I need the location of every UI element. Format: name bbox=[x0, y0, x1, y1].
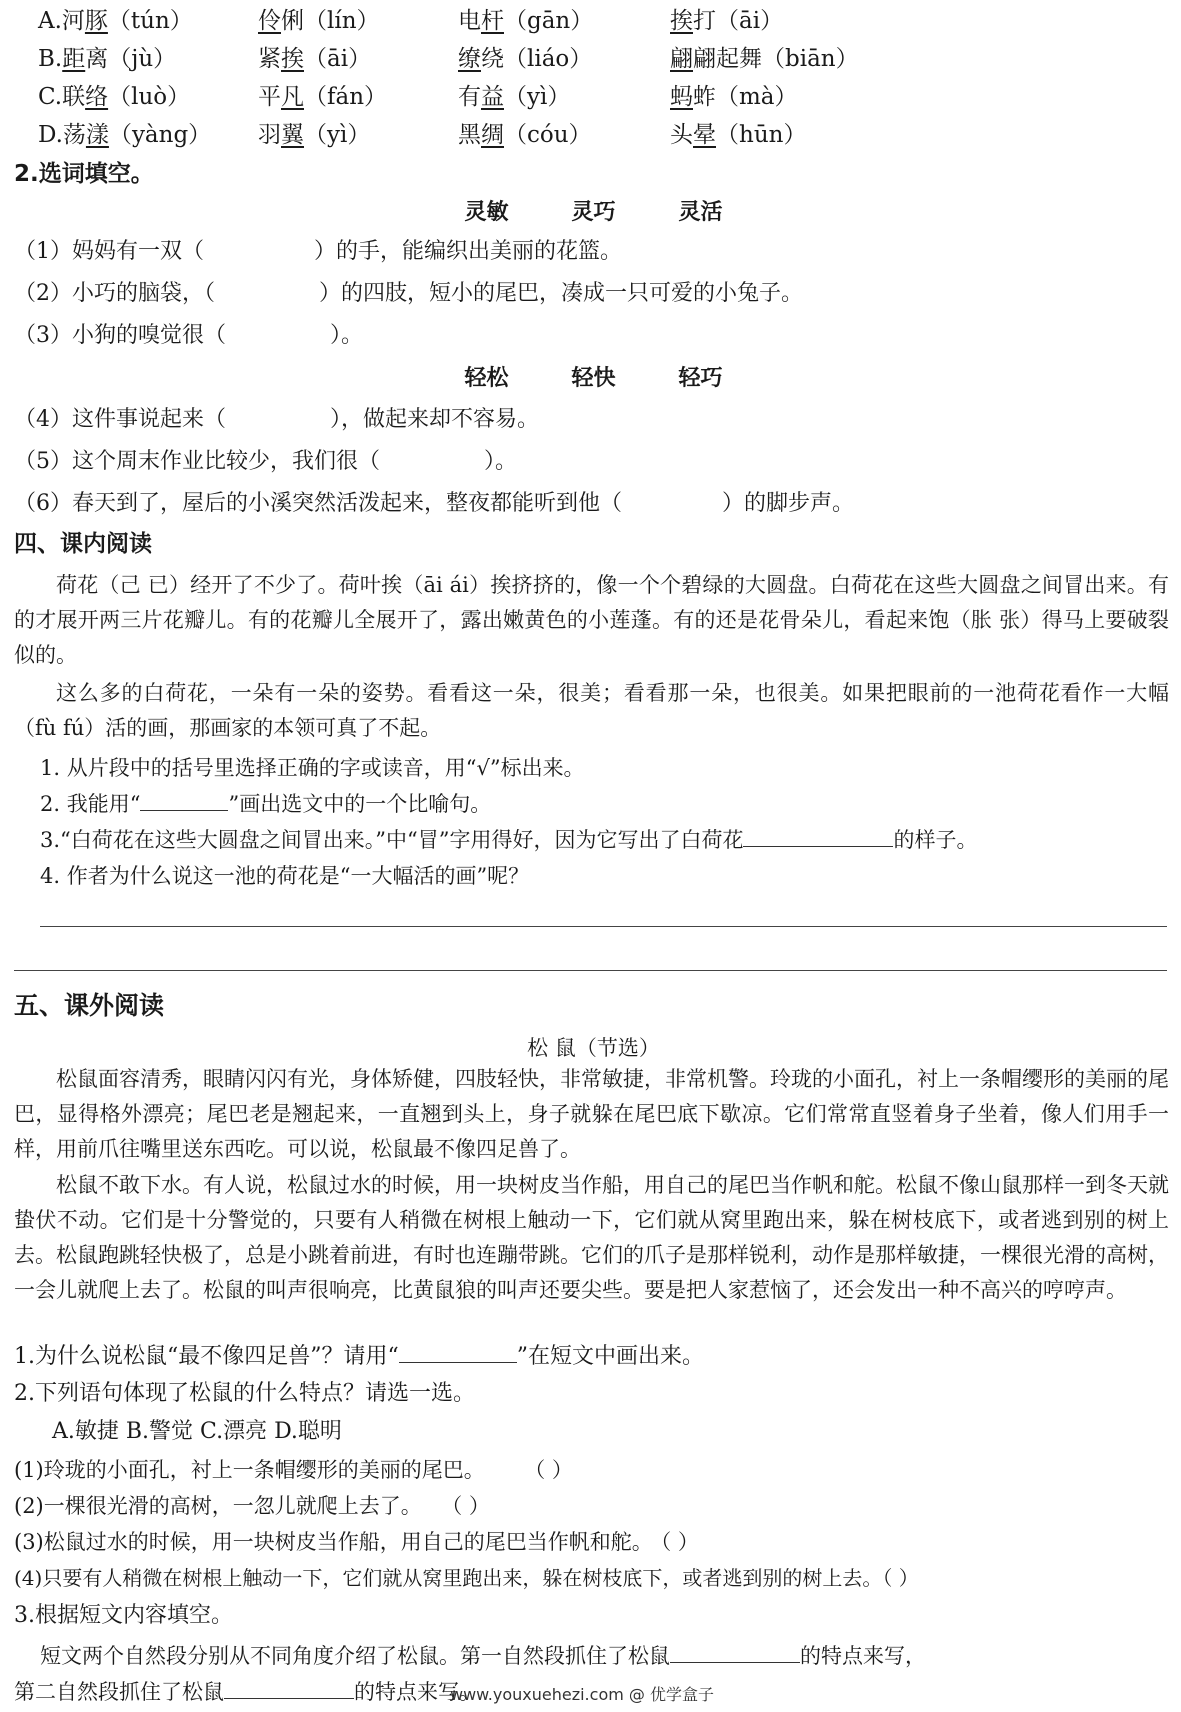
underlined-char: 漾 bbox=[85, 122, 109, 148]
underlined-char: 挨 bbox=[670, 8, 693, 34]
reading-passage-p1: 荷花（己 已）经开了不少了。荷叶挨（āi ái）挨挤挤的，像一个个碧绿的大圆盘。白荷花在这些大圆盘之间冒出来。有的才展开两三片花瓣儿。有的花瓣儿全展开了，露出嫩黄色的小莲蓬。有的还是花骨朵儿，看起来饱（胀 张）得马上要破裂似的。 bbox=[14, 573, 1169, 667]
word-6: 轻巧 bbox=[678, 365, 723, 391]
pinyin-option: D.荡漾（yàng） bbox=[38, 122, 212, 148]
answer-paren[interactable]: （ ） bbox=[534, 1458, 573, 1482]
sec4-question-1: 1. 从片段中的括号里选择正确的字或读音，用“√”标出来。 bbox=[40, 756, 585, 780]
underlined-char: 绸 bbox=[481, 122, 504, 148]
article-title: 松 鼠（节选） bbox=[527, 1036, 660, 1060]
fill-item-1: （1）妈妈有一双（ ）的手，能编织出美丽的花篮。 bbox=[14, 239, 623, 264]
sec5-question-3: 3.根据短文内容填空。 bbox=[14, 1603, 233, 1628]
underline-mark bbox=[399, 1340, 517, 1363]
sec5-question-2: 2.下列语句体现了松鼠的什么特点？请选一选。 bbox=[14, 1381, 475, 1406]
underlined-char: 豚 bbox=[84, 8, 108, 34]
sec5-item-3: (3)松鼠过水的时候，用一块树皮当作船，用自己的尾巴当作帆和舵。 （ ） bbox=[14, 1530, 699, 1554]
section-5-title: 五、课外阅读 bbox=[14, 991, 165, 1020]
answer-paren[interactable]: （ ） bbox=[451, 1494, 490, 1518]
fill-item-5: （5）这个周末作业比较少，我们很（ ）。 bbox=[14, 449, 518, 474]
pinyin-option: C.联络（luò） bbox=[38, 84, 191, 110]
answer-blank[interactable] bbox=[743, 824, 893, 847]
pinyin-option: A.河豚（tún） bbox=[38, 8, 193, 34]
sec4-question-4: 4. 作者为什么说这一池的荷花是“一大幅活的画”呢？ bbox=[40, 864, 530, 888]
answer-line-2[interactable] bbox=[14, 970, 1167, 971]
pinyin-option: 有益（yì） bbox=[458, 84, 571, 110]
underlined-char: 蚂 bbox=[670, 84, 693, 110]
fill-item-4: （4）这件事说起来（ ），做起来却不容易。 bbox=[14, 407, 540, 432]
sec4-question-3: 3.“白荷花在这些大圆盘之间冒出来。”中“冒”字用得好，因为它写出了白荷花 的样子。 bbox=[40, 824, 1173, 856]
underlined-char: 挨 bbox=[281, 46, 304, 72]
underlined-char: 凡 bbox=[281, 84, 304, 110]
q2-title: 2.选词填空。 bbox=[14, 161, 154, 187]
sec5-q3-line-2: 第二自然段抓住了松鼠 的特点来写。 bbox=[14, 1676, 1173, 1708]
sec5-item-2: (2)一棵很光滑的高树，一忽儿就爬上去了。 （ ） bbox=[14, 1494, 490, 1518]
underlined-char: 晕 bbox=[693, 122, 716, 148]
pinyin-option: 紧挨（āi） bbox=[258, 46, 372, 72]
answer-paren[interactable]: （ ） bbox=[882, 1566, 919, 1590]
sec5-item-1: (1)玲珑的小面孔，衬上一条帽缨形的美丽的尾巴。 （ ） bbox=[14, 1458, 573, 1482]
sec5-q3-line-1: 短文两个自然段分别从不同角度介绍了松鼠。第一自然段抓住了松鼠 的特点来写， bbox=[40, 1640, 1173, 1672]
word-4: 轻松 bbox=[464, 365, 509, 391]
word-3: 灵活 bbox=[678, 199, 723, 225]
answer-blank[interactable] bbox=[670, 1640, 800, 1663]
pinyin-option: 平凡（fán） bbox=[258, 84, 388, 110]
answer-paren[interactable]: （ ） bbox=[660, 1530, 699, 1554]
pinyin-option: 缭绕（liáo） bbox=[458, 46, 593, 72]
underlined-char: 缭 bbox=[458, 46, 481, 72]
sec5-options: A.敏捷 B.警觉 C.漂亮 D.聪明 bbox=[52, 1419, 342, 1444]
section-4-title: 四、课内阅读 bbox=[14, 531, 152, 557]
article-paragraph-2: 松鼠不敢下水。有人说，松鼠过水的时候，用一块树皮当作船，用自己的尾巴当作帆和舵。松鼠不像山鼠那样一到冬天就蛰伏不动。它们是十分警觉的，只要有人稍微在树根上触动一下，它们就从窝里跑出来，躲在树枝底下，或者逃到别的树上去。松鼠跑跳轻快极了，总是小跳着前进，有时也连蹦带跳。它们的爪子是那样锐利，动作是那样敏捷，一棵很光滑的高树，一会儿就爬上去了。松鼠的叫声很响亮，比黄鼠狼的叫声还要尖些。要是把人家惹恼了，还会发出一种不高兴的哼哼声。 bbox=[14, 1173, 1169, 1302]
answer-line-1[interactable] bbox=[40, 926, 1167, 927]
watermark-footer: www.youxuehezi.com @ 优学盒子 bbox=[450, 1685, 714, 1704]
sec5-question-1: 1.为什么说松鼠“最不像四足兽”？请用“ ”在短文中画出来。 bbox=[14, 1340, 1173, 1373]
underlined-char: 距 bbox=[62, 46, 86, 72]
word-2: 灵巧 bbox=[571, 199, 616, 225]
word-5: 轻快 bbox=[571, 365, 616, 391]
pinyin-option: 黑绸（cóu） bbox=[458, 122, 592, 148]
sec5-item-4: (4)只要有人稍微在树根上触动一下，它们就从窝里跑出来，躲在树枝底下，或者逃到别的树上去。（ ） bbox=[14, 1566, 919, 1590]
underlined-char: 伶 bbox=[258, 8, 281, 34]
sec4-question-2: 2. 我能用“ ”画出选文中的一个比喻句。 bbox=[40, 788, 1173, 820]
reading-passage-p2: 这么多的白荷花，一朵有一朵的姿势。看看这一朵，很美；看看那一朵，也很美。如果把眼前的一池荷花看作一大幅（fù fú）活的画，那画家的本领可真了不起。 bbox=[14, 681, 1169, 740]
word-1: 灵敏 bbox=[464, 199, 509, 225]
underlined-char: 翼 bbox=[281, 122, 304, 148]
pinyin-option: 挨打（āi） bbox=[670, 8, 784, 34]
underlined-char: 杆 bbox=[481, 8, 504, 34]
underlined-char: 络 bbox=[85, 84, 109, 110]
pinyin-option: 蚂蚱（mà） bbox=[670, 84, 798, 110]
pinyin-option: 羽翼（yì） bbox=[258, 122, 371, 148]
pinyin-option: 电杆（gān） bbox=[458, 8, 594, 34]
word-group-1 bbox=[14, 196, 1173, 229]
pinyin-option: 翩翩起舞（biān） bbox=[670, 46, 859, 72]
pinyin-option: 头晕（hūn） bbox=[670, 122, 807, 148]
fill-item-2: （2）小巧的脑袋，（ ）的四肢，短小的尾巴，凑成一只可爱的小兔子。 bbox=[14, 281, 804, 306]
pinyin-option: B.距离（jù） bbox=[38, 46, 177, 72]
fill-item-3: （3）小狗的嗅觉很（ ）。 bbox=[14, 323, 364, 348]
pinyin-option: 伶俐（lín） bbox=[258, 8, 380, 34]
underlined-char: 翩 bbox=[670, 46, 693, 72]
underlined-char: 益 bbox=[481, 84, 504, 110]
word-group-2 bbox=[14, 362, 1173, 395]
underline-mark bbox=[140, 788, 228, 811]
article-paragraph-1: 松鼠面容清秀，眼睛闪闪有光，身体矫健，四肢轻快，非常敏捷，非常机警。玲珑的小面孔，衬上一条帽缨形的美丽的尾巴，显得格外漂亮；尾巴老是翘起来，一直翘到头上，身子就躲在尾巴底下歇凉。它们常常直竖着身子坐着，像人们用手一样，用前爪往嘴里送东西吃。可以说，松鼠最不像四足兽了。 bbox=[14, 1067, 1169, 1161]
answer-blank[interactable] bbox=[224, 1676, 354, 1699]
fill-item-6: （6）春天到了，屋后的小溪突然活泼起来，整夜都能听到他（ ）的脚步声。 bbox=[14, 491, 855, 516]
